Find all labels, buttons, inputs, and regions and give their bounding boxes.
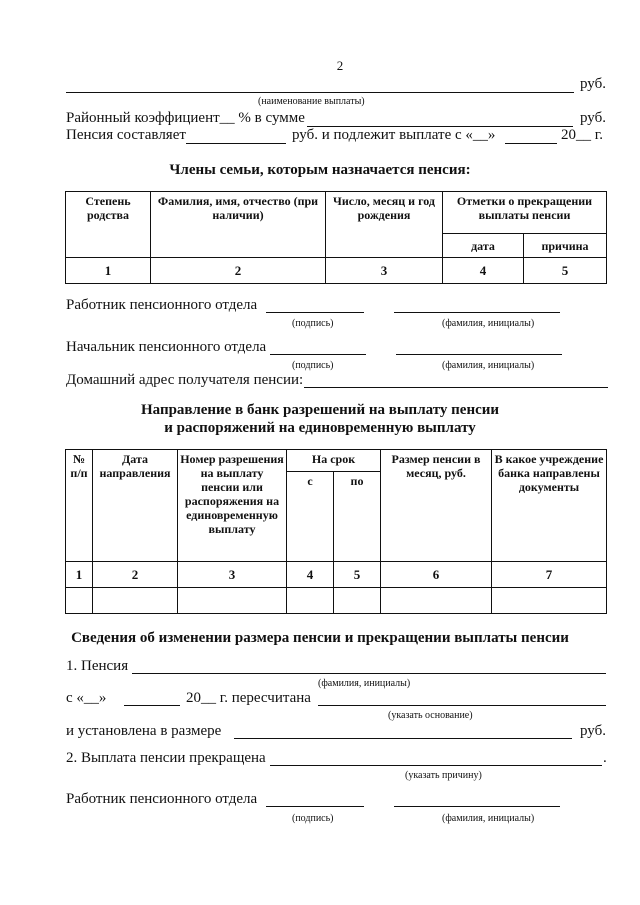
page-number: 2 [336, 58, 344, 73]
bank-section-title-line2: и распоряжений на единовременную выплату [164, 420, 476, 436]
header-degree: Степень родства [66, 192, 151, 258]
empty-cell [334, 588, 381, 614]
rub-label: руб. [580, 110, 606, 126]
column-number: 3 [178, 562, 287, 588]
column-number: 4 [287, 562, 334, 588]
worker-fio-line [394, 312, 560, 313]
worker-label: Работник пенсионного отдела [66, 297, 258, 313]
header-date: Дата направления [93, 450, 178, 562]
header-date: дата [443, 234, 524, 258]
fio-caption: (фамилия, инициалы) [442, 318, 535, 329]
column-number: 3 [326, 258, 443, 284]
family-table [65, 191, 607, 284]
period: . [603, 750, 607, 766]
empty-cell [492, 588, 607, 614]
header-fio: Фамилия, имя, отчество (при наличии) [151, 192, 326, 258]
pension-start-label: руб. и подлежит выплате с «__» [292, 127, 496, 143]
item1-label: 1. Пенсия [66, 658, 129, 674]
item2-label: 2. Выплата пенсии прекращена [66, 750, 266, 766]
stop-reason-line [270, 765, 602, 766]
chief-fio-line [396, 354, 562, 355]
rub-label: руб. [580, 723, 606, 739]
pension-fio-line [132, 673, 606, 674]
chief-label: Начальник пенсионного отдела [66, 339, 267, 355]
column-number: 6 [381, 562, 492, 588]
column-number: 2 [93, 562, 178, 588]
recalc-month-line [124, 705, 180, 706]
empty-cell [287, 588, 334, 614]
empty-cell [178, 588, 287, 614]
fio-caption: (фамилия, инициалы) [442, 813, 535, 824]
recalc-year-label: 20__ г. пересчитана [186, 690, 311, 706]
header-termination: Отметки о прекращении выплаты пенсии [443, 192, 607, 234]
column-number: 5 [524, 258, 607, 284]
chief-sign-line [270, 354, 366, 355]
fio-caption: (фамилия, инициалы) [318, 678, 411, 689]
column-number: 5 [334, 562, 381, 588]
column-number: 1 [66, 562, 93, 588]
sign-caption: (подпись) [292, 318, 334, 329]
header-from: с [287, 472, 334, 562]
pension-month-line [505, 143, 557, 144]
rub-label: руб. [580, 76, 606, 92]
empty-cell [93, 588, 178, 614]
column-number: 4 [443, 258, 524, 284]
established-label: и установлена в размере [66, 723, 222, 739]
sign-caption: (подпись) [292, 360, 334, 371]
header-bank: В какое учреждение банка направлены документы [492, 450, 607, 562]
sign-caption: (подпись) [292, 813, 334, 824]
header-birth: Число, месяц и год рождения [326, 192, 443, 258]
family-section-title: Члены семьи, которым назначается пенсия: [169, 162, 471, 178]
empty-cell [381, 588, 492, 614]
fio-caption: (фамилия, инициалы) [442, 360, 535, 371]
header-reason: причина [524, 234, 607, 258]
payment-name-caption: (наименование выплаты) [258, 96, 365, 107]
bank-table [65, 449, 607, 614]
recalc-date-label: с «__» [66, 690, 107, 706]
address-label: Домашний адрес получателя пенсии: [66, 372, 304, 388]
payment-name-line [66, 92, 574, 93]
pension-amount-label: Пенсия составляет [66, 127, 186, 143]
bank-section-title-line1: Направление в банк разрешений на выплату пенсии [140, 402, 500, 418]
worker-fio-line [394, 806, 560, 807]
header-to: по [334, 472, 381, 562]
recalc-basis-line [318, 705, 606, 706]
worker-label: Работник пенсионного отдела [66, 791, 258, 807]
changes-section-title: Сведения об изменении размера пенсии и прекращении выплаты пенсии [71, 630, 569, 646]
district-coefficient-label: Районный коэффициент__ % в сумме [66, 110, 305, 126]
address-line [304, 387, 608, 388]
header-amount: Размер пенсии в месяц, руб. [381, 450, 492, 562]
header-permit-number: Номер разрешения на выплату пенсии или распоряжения на единовременную выплату [178, 450, 287, 562]
header-term: На срок [287, 450, 381, 472]
empty-cell [66, 588, 93, 614]
column-number: 1 [66, 258, 151, 284]
basis-caption: (указать основание) [388, 710, 473, 721]
year-label: 20__ г. [561, 127, 603, 143]
header-num: № п/п [66, 450, 93, 562]
reason-caption: (указать причину) [405, 770, 482, 781]
established-amount-line [234, 738, 572, 739]
column-number: 7 [492, 562, 607, 588]
pension-amount-line [186, 143, 286, 144]
worker-sign-line [266, 312, 364, 313]
column-number: 2 [151, 258, 326, 284]
worker-sign-line [266, 806, 364, 807]
